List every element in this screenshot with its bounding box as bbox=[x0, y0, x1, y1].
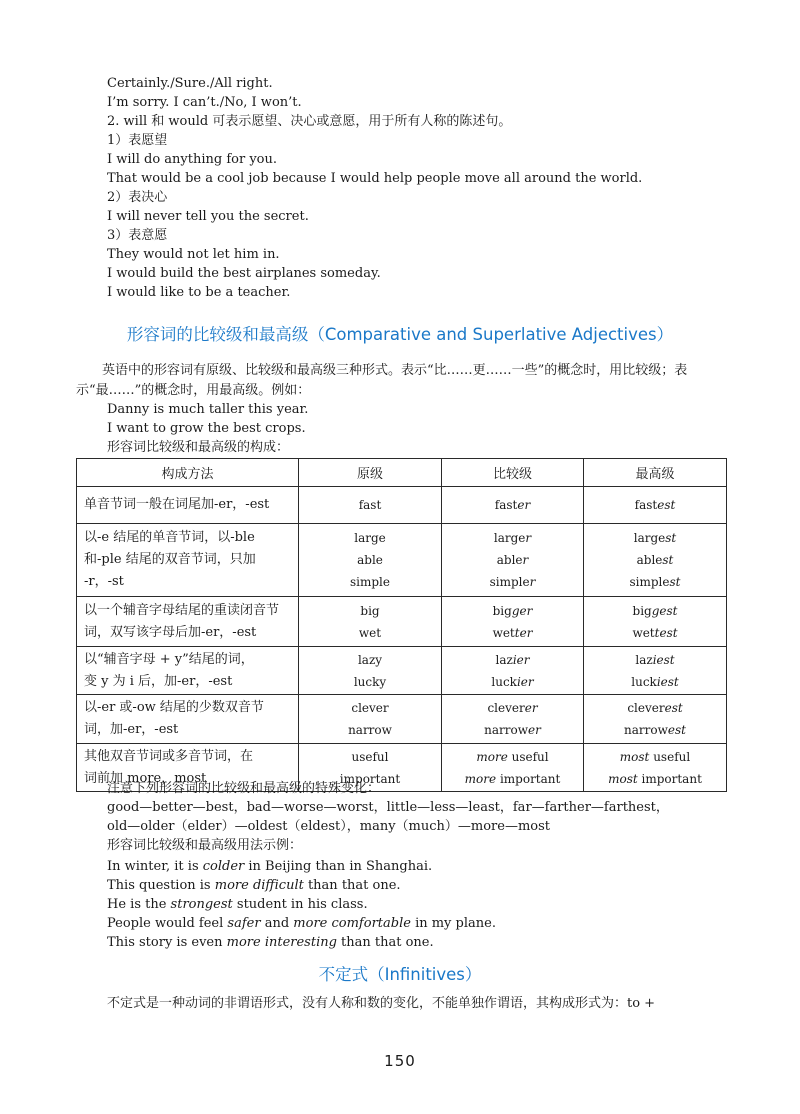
word-segment: er bbox=[524, 701, 538, 715]
text-line bbox=[107, 876, 401, 895]
base-word: lazy bbox=[357, 652, 383, 667]
superlative-cell bbox=[584, 487, 727, 524]
comparative-word bbox=[442, 746, 583, 768]
base-form-cell bbox=[299, 524, 442, 597]
word-segment: clever bbox=[627, 701, 665, 715]
word-segment: most bbox=[608, 771, 638, 786]
table-row bbox=[77, 487, 727, 524]
text-segment: This question is bbox=[107, 878, 215, 893]
base-word: useful bbox=[351, 749, 389, 764]
word-segment: r bbox=[522, 553, 529, 567]
word-segment: ter bbox=[514, 625, 533, 640]
word-segment: ier bbox=[516, 674, 534, 689]
method-line: 以一个辅音字母结尾的重读闭音节 bbox=[84, 602, 280, 618]
method-line: 以-e 结尾的单音节词，以-ble bbox=[84, 530, 255, 545]
column-header-base: 原级 bbox=[299, 459, 442, 487]
word-segment: wet bbox=[492, 625, 515, 640]
superlative-word bbox=[584, 649, 726, 671]
base-word: wet bbox=[358, 625, 382, 640]
base-word: large bbox=[354, 531, 386, 545]
method-line: 词，加-er，-est bbox=[84, 722, 179, 737]
text-line: That would be a cool job because I would help people move all around the world. bbox=[107, 171, 643, 186]
base-word: clever bbox=[351, 701, 389, 715]
table-caption: 形容词比较级和最高级的构成： bbox=[107, 440, 290, 455]
section-heading-comparatives: 形容词的比较级和最高级（Comparative and Superlative Adjectives） bbox=[126, 325, 674, 344]
method-cell bbox=[77, 524, 299, 597]
method-line: 以“辅音字母 + y”结尾的词， bbox=[84, 651, 254, 667]
text-segment: People would feel bbox=[107, 916, 228, 931]
comparative-cell bbox=[442, 487, 584, 524]
comparative-word bbox=[442, 697, 583, 719]
intro-paragraph: 英语中的形容词有原级、比较级和最高级三种形式。表示“比……更……一些”的概念时，用比较级；表示“最……”的概念时，用最高级。例如： bbox=[76, 363, 688, 398]
text-line bbox=[107, 798, 669, 817]
table-row bbox=[77, 647, 727, 695]
word-segment: more bbox=[464, 771, 497, 786]
text-segment: colder bbox=[202, 859, 245, 874]
text-segment: than that one. bbox=[303, 878, 401, 893]
text-segment: old—older（elder）—oldest（eldest），many（much）—more—most bbox=[107, 819, 551, 834]
word-segment: laz bbox=[495, 652, 513, 667]
superlative-cell bbox=[584, 647, 727, 695]
text-line: Certainly./Sure./All right. bbox=[107, 76, 273, 91]
method-cell bbox=[77, 597, 299, 647]
method-line: 单音节词一般在词尾加-er，-est bbox=[84, 497, 270, 512]
text-line bbox=[107, 895, 368, 914]
word-segment: simple bbox=[489, 575, 530, 589]
word-segment: r bbox=[529, 575, 536, 589]
example-sentence: I want to grow the best crops. bbox=[107, 421, 306, 436]
example-sentence: Danny is much taller this year. bbox=[107, 402, 309, 417]
superlative-cell bbox=[584, 695, 727, 744]
text-line: 2）表决心 bbox=[107, 190, 168, 205]
infinitive-definition: 不定式是一种动词的非谓语形式，没有人称和数的变化，不能单独作谓语，其构成形式为：to + bbox=[107, 996, 656, 1011]
word-segment: narrow bbox=[484, 723, 528, 737]
word-segment: big bbox=[632, 603, 652, 618]
word-segment: iest bbox=[656, 674, 679, 689]
word-segment: est bbox=[667, 723, 686, 737]
method-cell bbox=[77, 647, 299, 695]
superlative-word bbox=[584, 549, 726, 571]
text-line bbox=[107, 857, 432, 876]
superlative-cell bbox=[584, 524, 727, 597]
word-segment: ier bbox=[512, 652, 530, 667]
text-line: I would build the best airplanes someday. bbox=[107, 266, 381, 281]
comparative-word bbox=[442, 649, 583, 671]
word-segment: luck bbox=[631, 674, 657, 689]
text-segment: than that one. bbox=[336, 935, 434, 950]
comparative-cell bbox=[442, 647, 584, 695]
text-segment: more difficult bbox=[214, 878, 304, 893]
superlative-word bbox=[584, 494, 726, 516]
text-segment: and bbox=[260, 916, 294, 931]
comparative-word bbox=[442, 571, 583, 593]
word-segment: er bbox=[517, 498, 531, 512]
base-word: simple bbox=[350, 575, 390, 589]
text-segment: safer bbox=[227, 916, 261, 931]
word-segment: big bbox=[492, 603, 512, 618]
superlative-word bbox=[584, 746, 726, 768]
word-segment: wet bbox=[632, 625, 655, 640]
comparative-forms-table bbox=[76, 458, 727, 792]
base-word: narrow bbox=[348, 723, 392, 737]
word-segment: able bbox=[636, 553, 663, 567]
superlative-word bbox=[584, 671, 726, 693]
superlative-word bbox=[584, 719, 726, 741]
comparative-word bbox=[442, 494, 583, 516]
text-segment: He is the bbox=[107, 897, 171, 912]
text-segment: strongest bbox=[170, 897, 233, 912]
word-segment: narrow bbox=[624, 723, 668, 737]
base-form-cell bbox=[299, 597, 442, 647]
text-line: 1）表愿望 bbox=[107, 133, 168, 148]
word-segment: fast bbox=[634, 498, 658, 512]
word-segment: useful bbox=[649, 749, 691, 764]
word-segment: ger bbox=[511, 603, 533, 618]
word-segment: useful bbox=[507, 749, 549, 764]
table-row bbox=[77, 597, 727, 647]
text-segment: In winter, it is bbox=[107, 859, 203, 874]
text-segment: in Beijing than in Shanghai. bbox=[244, 859, 433, 874]
comparative-cell bbox=[442, 524, 584, 597]
base-word: fast bbox=[358, 498, 382, 512]
superlative-word bbox=[584, 571, 726, 593]
comparative-word bbox=[442, 527, 583, 549]
word-segment: simple bbox=[629, 575, 670, 589]
text-line: 3）表意愿 bbox=[107, 228, 168, 243]
page-number: 150 bbox=[384, 1052, 416, 1070]
text-line: They would not let him in. bbox=[107, 247, 280, 262]
column-header-comparative: 比较级 bbox=[442, 459, 584, 487]
word-segment: large bbox=[493, 531, 526, 545]
word-segment: est bbox=[664, 701, 683, 715]
word-segment: st bbox=[669, 575, 681, 589]
word-segment: r bbox=[525, 531, 532, 545]
text-line: I would like to be a teacher. bbox=[107, 285, 291, 300]
superlative-word bbox=[584, 622, 726, 644]
text-line: I’m sorry. I can’t./No, I won’t. bbox=[107, 95, 302, 110]
superlative-word bbox=[584, 768, 726, 790]
text-line bbox=[107, 933, 434, 952]
comparative-word bbox=[442, 549, 583, 571]
text-segment: 形容词比较级和最高级用法示例： bbox=[107, 838, 303, 853]
section-heading-infinitives: 不定式（Infinitives） bbox=[318, 965, 482, 984]
method-line: 词，双写该字母后加-er，-est bbox=[84, 624, 257, 640]
base-word: important bbox=[339, 771, 401, 786]
method-line: 词前加 more，most bbox=[84, 770, 207, 786]
word-segment: est bbox=[657, 498, 676, 512]
table-row bbox=[77, 524, 727, 597]
table-row bbox=[77, 695, 727, 744]
comparative-word bbox=[442, 768, 583, 790]
text-line: 2. will 和 would 可表示愿望、决心或意愿，用于所有人称的陈述句。 bbox=[107, 114, 512, 129]
text-segment: more comfortable bbox=[293, 916, 411, 931]
word-segment: test bbox=[654, 625, 678, 640]
word-segment: important bbox=[496, 771, 561, 786]
comparative-word bbox=[442, 671, 583, 693]
text-line: I will do anything for you. bbox=[107, 152, 277, 167]
table-header-row bbox=[77, 459, 727, 487]
method-cell bbox=[77, 487, 299, 524]
base-form-cell bbox=[299, 695, 442, 744]
superlative-word bbox=[584, 527, 726, 549]
word-segment: st bbox=[662, 553, 674, 567]
superlative-cell bbox=[584, 597, 727, 647]
word-segment: most bbox=[619, 749, 650, 764]
superlative-word bbox=[584, 697, 726, 719]
base-word: big bbox=[360, 603, 380, 618]
superlative-word bbox=[584, 600, 726, 622]
method-line: 以-er 或-ow 结尾的少数双音节 bbox=[84, 700, 264, 715]
method-cell bbox=[77, 695, 299, 744]
superlative-cell bbox=[584, 744, 727, 792]
text-line bbox=[107, 914, 496, 933]
method-line: -r，-st bbox=[84, 574, 124, 589]
text-line: I will never tell you the secret. bbox=[107, 209, 309, 224]
word-segment: luck bbox=[491, 674, 517, 689]
word-segment: laz bbox=[635, 652, 653, 667]
word-segment: iest bbox=[652, 652, 675, 667]
comparative-cell bbox=[442, 597, 584, 647]
method-line: 和-ple 结尾的双音节词，只加 bbox=[84, 552, 256, 567]
text-segment: student in his class. bbox=[232, 897, 368, 912]
base-word: lucky bbox=[353, 674, 387, 689]
method-line: 其他双音节词或多音节词，在 bbox=[84, 748, 254, 764]
comparative-cell bbox=[442, 744, 584, 792]
word-segment: fast bbox=[494, 498, 518, 512]
base-form-cell bbox=[299, 487, 442, 524]
word-segment: clever bbox=[487, 701, 525, 715]
text-line bbox=[107, 779, 380, 798]
base-form-cell bbox=[299, 647, 442, 695]
table-body bbox=[77, 487, 727, 792]
text-segment: good—better—best，bad—worse—worst，little—less—least，far—farther—farthest， bbox=[107, 800, 669, 815]
text-segment: in my plane. bbox=[410, 916, 496, 931]
column-header-superlative: 最高级 bbox=[584, 459, 727, 487]
text-line bbox=[107, 836, 302, 855]
comparative-word bbox=[442, 622, 583, 644]
text-segment: 注意下列形容词的比较级和最高级的特殊变化： bbox=[107, 781, 381, 796]
word-segment: important bbox=[637, 771, 702, 786]
base-word: able bbox=[357, 553, 383, 567]
text-segment: This story is even bbox=[107, 935, 227, 950]
column-header-method: 构成方法 bbox=[77, 459, 299, 487]
method-line: 变 y 为 i 后，加-er，-est bbox=[84, 673, 233, 689]
word-segment: able bbox=[496, 553, 523, 567]
comparative-word bbox=[442, 719, 583, 741]
word-segment: er bbox=[528, 723, 541, 737]
text-line bbox=[107, 817, 550, 836]
text-segment: more interesting bbox=[226, 935, 337, 950]
word-segment: large bbox=[633, 531, 666, 545]
word-segment: st bbox=[665, 531, 677, 545]
word-segment: more bbox=[476, 749, 508, 764]
comparative-word bbox=[442, 600, 583, 622]
comparative-cell bbox=[442, 695, 584, 744]
word-segment: gest bbox=[651, 603, 678, 618]
